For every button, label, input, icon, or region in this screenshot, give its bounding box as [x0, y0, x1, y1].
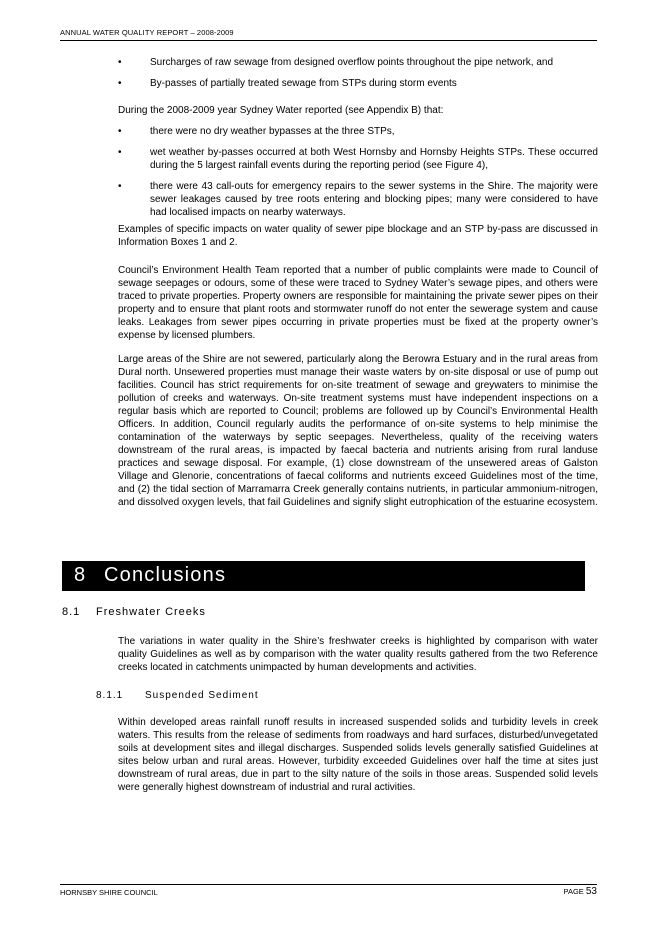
section-heading-banner: [62, 561, 585, 591]
footer-rule: [60, 884, 597, 885]
page-number: 53: [585, 886, 597, 897]
bullet-glyph: •: [118, 126, 122, 137]
list-item: • there were no dry weather bypasses at the three STPs,: [118, 126, 395, 137]
paragraph-freshwater: The variations in water quality in the Shire’s freshwater creeks is highlighted by comparison with water quality Guidelines as well as by comparison with the water quality results gathered from the two Reference creeks located in catchments unimpacted by human developments and activities.: [118, 636, 598, 673]
list-item: • there were 43 call-outs for emergency repairs to the sewer systems in the Shire. The majority were sewer leakages caused by tree roots entering and blocking pipes; many were considered to have had localised impacts on nearby waterways.: [118, 181, 598, 218]
bullet-glyph: •: [118, 78, 122, 89]
list-item: • By-passes of partially treated sewage from STPs during storm events: [118, 78, 457, 89]
bullet-glyph: •: [118, 57, 122, 68]
subsubsection-title: Suspended Sediment: [145, 690, 259, 701]
subsection-title: Freshwater Creeks: [96, 606, 206, 618]
paragraph-unsewered: Large areas of the Shire are not sewered, particularly along the Berowra Estuary and in the rural areas from Dural north. Unsewered properties must manage their waste waters by on-site disposal or use of pump out facilities. Council has strict requirements for on-site treatment of sewage and greywaters to minimise the pollution of creeks and waterways. On-site treatment systems must have independent inspections on a regular basis which are reported to Council; problems are followed up by Council’s Environmental Health Officers. In addition, Council regularly audits the performance of on-site systems to help minimise the contamination of the waterways by septic seepages. Nevertheless, quality of the receiving waters downstream of the rural areas, is impacted by faecal bacteria and nutrients arising from rural landuse practices and sewage disposal. For example, (1) close downstream of the unsewered areas of Galston Village and Glenorie, concentrations of faecal coliforms and nutrients exceed Guidelines most of the time, and (2) the tidal section of Marramarra Creek generally contains nutrients, in particular ammonium-nitrogen, and dissolved oxygen levels, that fail Guidelines and signify slight eutrophication of the estuarine ecosystem.: [118, 354, 598, 508]
paragraph-sediment: Within developed areas rainfall runoff results in increased suspended solids and turbidity levels in creek waters. This results from the release of sediments from roadways and hard surfaces, disturbed/unvegetated soils at development sites and illegal discharges. Suspended solids levels generally satisfied Guidelines at sites below urban and rural areas. However, turbidity exceeded Guidelines over half the time at sites just downstream of rural areas, due in part to the silty nature of the soils in those areas. Suspended solid levels were generally highest downstream of industrial and rural activities.: [118, 717, 598, 793]
section-number: 8: [74, 564, 87, 586]
footer-organisation: HORNSBY SHIRE COUNCIL: [60, 888, 158, 897]
page-label: PAGE: [563, 887, 586, 896]
list-item: • wet weather by-passes occurred at both West Hornsby and Hornsby Heights STPs. These occurred during the 5 largest rainfall events during the reporting period (see Figure 4),: [118, 147, 598, 171]
paragraph-council: Council’s Environment Health Team reported that a number of public complaints were made to Council of sewage seepages or odours, some of these were traced to Sydney Water’s sewage pipes, and others were traced to private properties. Property owners are responsible for maintaining the private sewer pipes on their property and to ensure that plant roots and stormwater runoff do not enter the sewerage system and cause leaks. Leakages from sewer pipes occurring in private properties must be fixed at the property owner’s expense by licensed plumbers.: [118, 265, 598, 341]
bullet-glyph: •: [118, 147, 122, 158]
subsection-number: 8.1: [62, 606, 81, 618]
bullet-glyph: •: [118, 181, 122, 192]
running-header: ANNUAL WATER QUALITY REPORT – 2008-2009: [60, 28, 234, 37]
bullet-list-top: [118, 56, 598, 98]
paragraph-examples: Examples of specific impacts on water quality of sewer pipe blockage and an STP by-pass are discussed in Information Boxes 1 and 2.: [118, 224, 598, 248]
section-title: Conclusions: [104, 564, 227, 586]
bullet-list-report: [118, 125, 598, 227]
subsubsection-number: 8.1.1: [96, 690, 124, 701]
paragraph-intro: During the 2008-2009 year Sydney Water reported (see Appendix B) that:: [118, 105, 444, 116]
footer-page: [564, 886, 598, 897]
header-rule: [60, 40, 597, 41]
list-item: • Surcharges of raw sewage from designed overflow points throughout the pipe network, and: [118, 57, 554, 68]
